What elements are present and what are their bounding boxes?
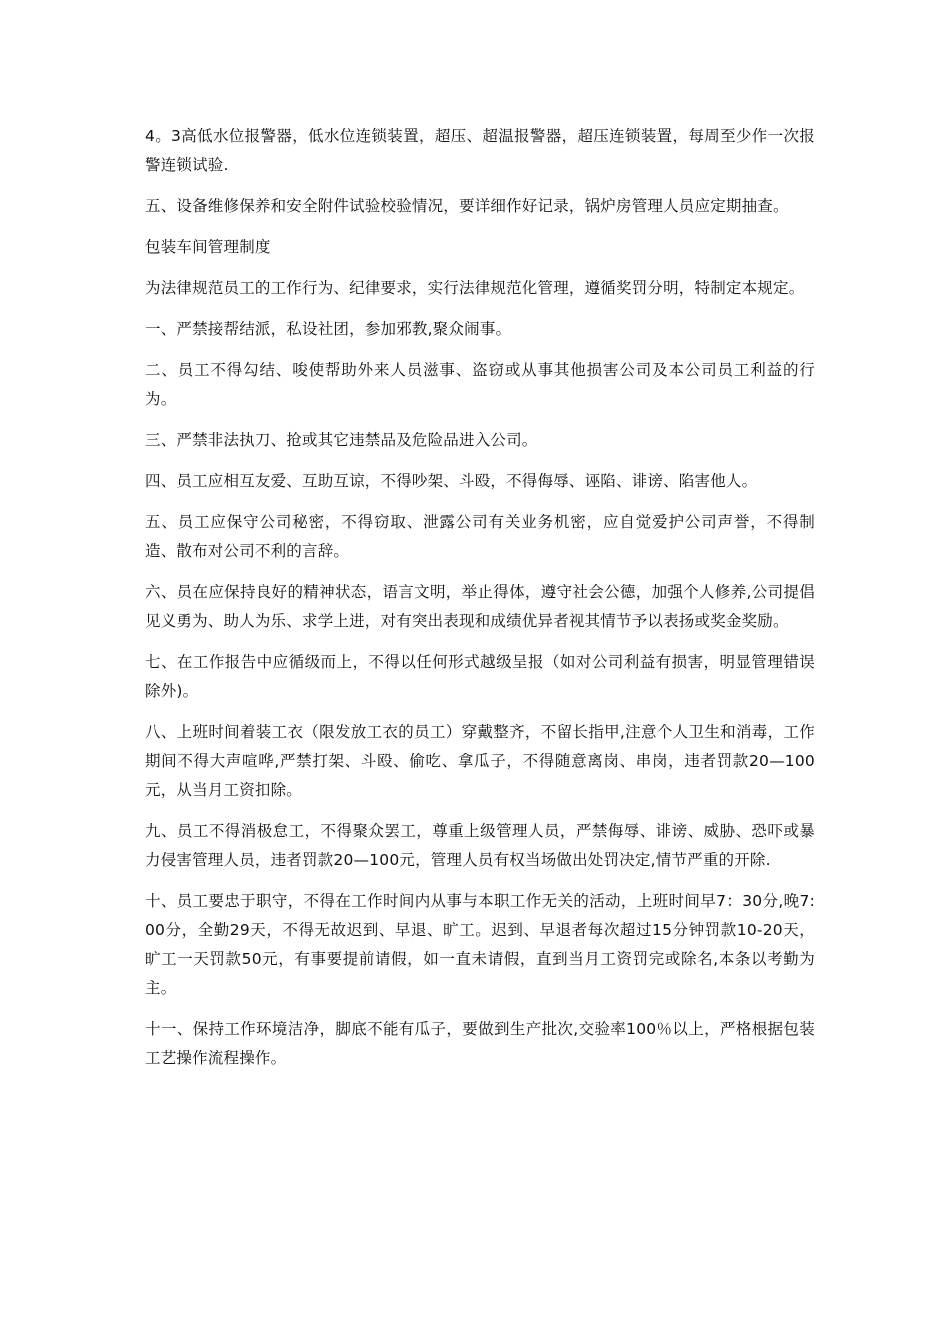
rule-3: 三、严禁非法执刀、抢或其它违禁品及危险品进入公司。	[145, 431, 538, 449]
paragraph-5-maintenance-records: 五、设备维修保养和安全附件试验校验情况，要详细作好记录，锅炉房管理人员应定期抽查。	[145, 197, 789, 215]
document-body	[145, 122, 815, 1085]
rule-9: 九、员工不得消极怠工，不得聚众罢工，尊重上级管理人员，严禁侮辱、诽谤、威胁、恐吓或暴力侵害管理人员，违者罚款20—100元，管理人员有权当场做出处罚决定,情节严重的开除.	[145, 822, 815, 869]
paragraph-4-3-alarm-test: 4。3高低水位报警器，低水位连锁装置，超压、超温报警器，超压连锁装置，每周至少作一次报警连锁试验.	[145, 127, 815, 174]
rule-5: 五、员工应保守公司秘密，不得窃取、泄露公司有关业务机密，应自觉爱护公司声誉，不得制造、散布对公司不利的言辞。	[145, 513, 815, 560]
paragraph-intro: 为法律规范员工的工作行为、纪律要求，实行法律规范化管理，遵循奖罚分明，特制定本规定。	[145, 279, 805, 297]
rule-6: 六、员在应保持良好的精神状态，语言文明，举止得体，遵守社会公德，加强个人修养,公司提倡见义勇为、助人为乐、求学上进，对有突出表现和成绩优异者视其情节予以表扬或奖金奖励。	[145, 583, 815, 630]
rule-8: 八、上班时间着装工衣（限发放工衣的员工）穿戴整齐，不留长指甲,注意个人卫生和消毒，工作期间不得大声喧哗,严禁打架、斗殴、偷吃、拿瓜子，不得随意离岗、串岗，违者罚款20—100元，从当月工资扣除。	[145, 723, 815, 799]
rule-7: 七、在工作报告中应循级而上，不得以任何形式越级呈报（如对公司利益有损害，明显管理错误除外)。	[145, 653, 815, 700]
rule-4: 四、员工应相互友爱、互助互谅，不得吵架、斗殴，不得侮辱、诬陷、诽谤、陷害他人。	[145, 472, 758, 490]
rule-11: 十一、保持工作环境洁净，脚底不能有瓜子，要做到生产批次,交验率100％以上，严格根据包装工艺操作流程操作。	[145, 1020, 815, 1067]
rule-2: 二、员工不得勾结、唆使帮助外来人员滋事、盗窃或从事其他损害公司及本公司员工利益的行为。	[145, 361, 815, 408]
rule-10: 十、员工要忠于职守，不得在工作时间内从事与本职工作无关的活动，上班时间早7：30分,晚7:00分，全勤29天，不得无故迟到、早退、旷工。迟到、早退者每次超过15分钟罚款10-20天，旷工一天罚款50元，有事要提前请假，如一直未请假，直到当月工资罚完或除名,本条以考勤为主。	[145, 892, 815, 997]
section-title-packaging-workshop: 包装车间管理制度	[145, 238, 271, 256]
rule-1: 一、严禁接帮结派，私设社团，参加邪教,聚众闹事。	[145, 320, 512, 338]
